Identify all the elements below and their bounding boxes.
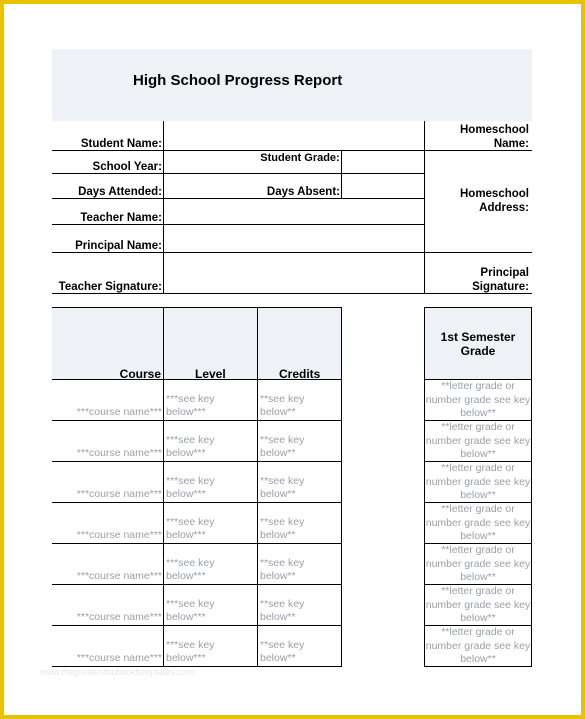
credits-cell-line1[interactable]: **see key xyxy=(260,639,305,651)
grade-line2: number grade see key xyxy=(425,598,531,611)
student-name-label: Student Name: xyxy=(80,138,162,150)
course-cell[interactable]: ***course name*** xyxy=(76,529,162,541)
school-year-label: School Year: xyxy=(92,161,162,173)
days-absent-label: Days Absent: xyxy=(266,186,340,198)
credits-cell-line1[interactable]: **see key xyxy=(260,516,305,528)
credits-cell-line1[interactable]: **see key xyxy=(260,434,305,446)
level-cell-line1[interactable]: ***see key xyxy=(166,393,215,405)
grade-line3: below** xyxy=(460,489,496,501)
credits-cell-line2: below** xyxy=(260,488,296,500)
credits-column-header: Credits xyxy=(279,367,321,381)
level-cell-line2: below*** xyxy=(166,447,206,459)
grade-line2: number grade see key xyxy=(425,557,531,570)
level-cell-line1[interactable]: ***see key xyxy=(166,557,215,569)
student-grade-label: Student Grade: xyxy=(260,152,340,164)
level-cell-line2: below*** xyxy=(166,529,206,541)
credits-cell-line1[interactable]: **see key xyxy=(260,393,305,405)
grade-line3: below** xyxy=(460,653,496,665)
grade-cell[interactable] xyxy=(425,380,531,421)
grade-line2: number grade see key xyxy=(425,475,531,488)
level-cell-line1[interactable]: ***see key xyxy=(166,434,215,446)
course-cell[interactable]: ***course name*** xyxy=(76,488,162,500)
credits-cell-line2: below** xyxy=(260,529,296,541)
course-cell[interactable]: ***course name*** xyxy=(76,652,162,664)
level-cell-line1[interactable]: ***see key xyxy=(166,639,215,651)
level-cell-line1[interactable]: ***see key xyxy=(166,598,215,610)
grade-line3: below** xyxy=(460,612,496,624)
course-cell[interactable]: ***course name*** xyxy=(76,406,162,418)
level-cell-line2: below*** xyxy=(166,611,206,623)
grade-line3: below** xyxy=(460,448,496,460)
principal-name-label: Principal Name: xyxy=(75,240,162,252)
level-cell-line2: below*** xyxy=(166,570,206,582)
level-column-header: Level xyxy=(195,367,226,381)
course-cell[interactable]: ***course name*** xyxy=(76,447,162,459)
credits-cell-line2: below** xyxy=(260,447,296,459)
grade-cell[interactable] xyxy=(425,462,531,503)
teacher-signature-label: Teacher Signature: xyxy=(58,281,162,293)
homeschool-name-label: Homeschool Name: xyxy=(459,124,529,150)
grade-line3: below** xyxy=(460,407,496,419)
semester-column-header: 1st Semester Grade xyxy=(440,330,516,358)
credits-cell-line1[interactable]: **see key xyxy=(260,475,305,487)
teacher-name-label: Teacher Name: xyxy=(80,212,162,224)
days-attended-label: Days Attended: xyxy=(78,186,162,198)
watermark: www.thegreatestoutlooktemplates.com xyxy=(40,667,195,677)
grade-line3: below** xyxy=(460,530,496,542)
credits-cell-line2: below** xyxy=(260,611,296,623)
grade-cell[interactable] xyxy=(425,421,531,462)
course-column-header: Course xyxy=(119,367,161,381)
level-cell-line1[interactable]: ***see key xyxy=(166,516,215,528)
level-cell-line2: below*** xyxy=(166,406,206,418)
grade-line1: **letter grade or xyxy=(441,544,515,556)
course-cell[interactable]: ***course name*** xyxy=(76,570,162,582)
grade-line1: **letter grade or xyxy=(441,462,515,474)
grade-line1: **letter grade or xyxy=(441,626,515,638)
homeschool-address-label: Homeschool Address: xyxy=(459,188,529,214)
grade-line2: number grade see key xyxy=(425,434,531,447)
principal-signature-label: Principal Signature: xyxy=(472,267,529,293)
grade-line2: number grade see key xyxy=(425,516,531,529)
level-cell-line2: below*** xyxy=(166,652,206,664)
credits-cell-line1[interactable]: **see key xyxy=(260,557,305,569)
grade-cell[interactable] xyxy=(425,503,531,544)
course-cell[interactable]: ***course name*** xyxy=(76,611,162,623)
credits-cell-line2: below** xyxy=(260,406,296,418)
credits-cell-line2: below** xyxy=(260,652,296,664)
student-grade-cell xyxy=(258,151,342,172)
page-title: High School Progress Report xyxy=(133,72,343,89)
grade-line1: **letter grade or xyxy=(441,421,515,433)
level-cell-line1[interactable]: ***see key xyxy=(166,475,215,487)
grade-cell[interactable] xyxy=(425,585,531,626)
grade-cell[interactable] xyxy=(425,626,531,667)
grade-line1: **letter grade or xyxy=(441,380,515,392)
credits-cell-line1[interactable]: **see key xyxy=(260,598,305,610)
grade-line3: below** xyxy=(460,571,496,583)
grade-line2: number grade see key xyxy=(425,639,531,652)
credits-cell-line2: below** xyxy=(260,570,296,582)
grade-cell[interactable] xyxy=(425,544,531,585)
grade-line1: **letter grade or xyxy=(441,503,515,515)
grade-line2: number grade see key xyxy=(425,393,531,406)
level-cell-line2: below*** xyxy=(166,488,206,500)
grade-line1: **letter grade or xyxy=(441,585,515,597)
